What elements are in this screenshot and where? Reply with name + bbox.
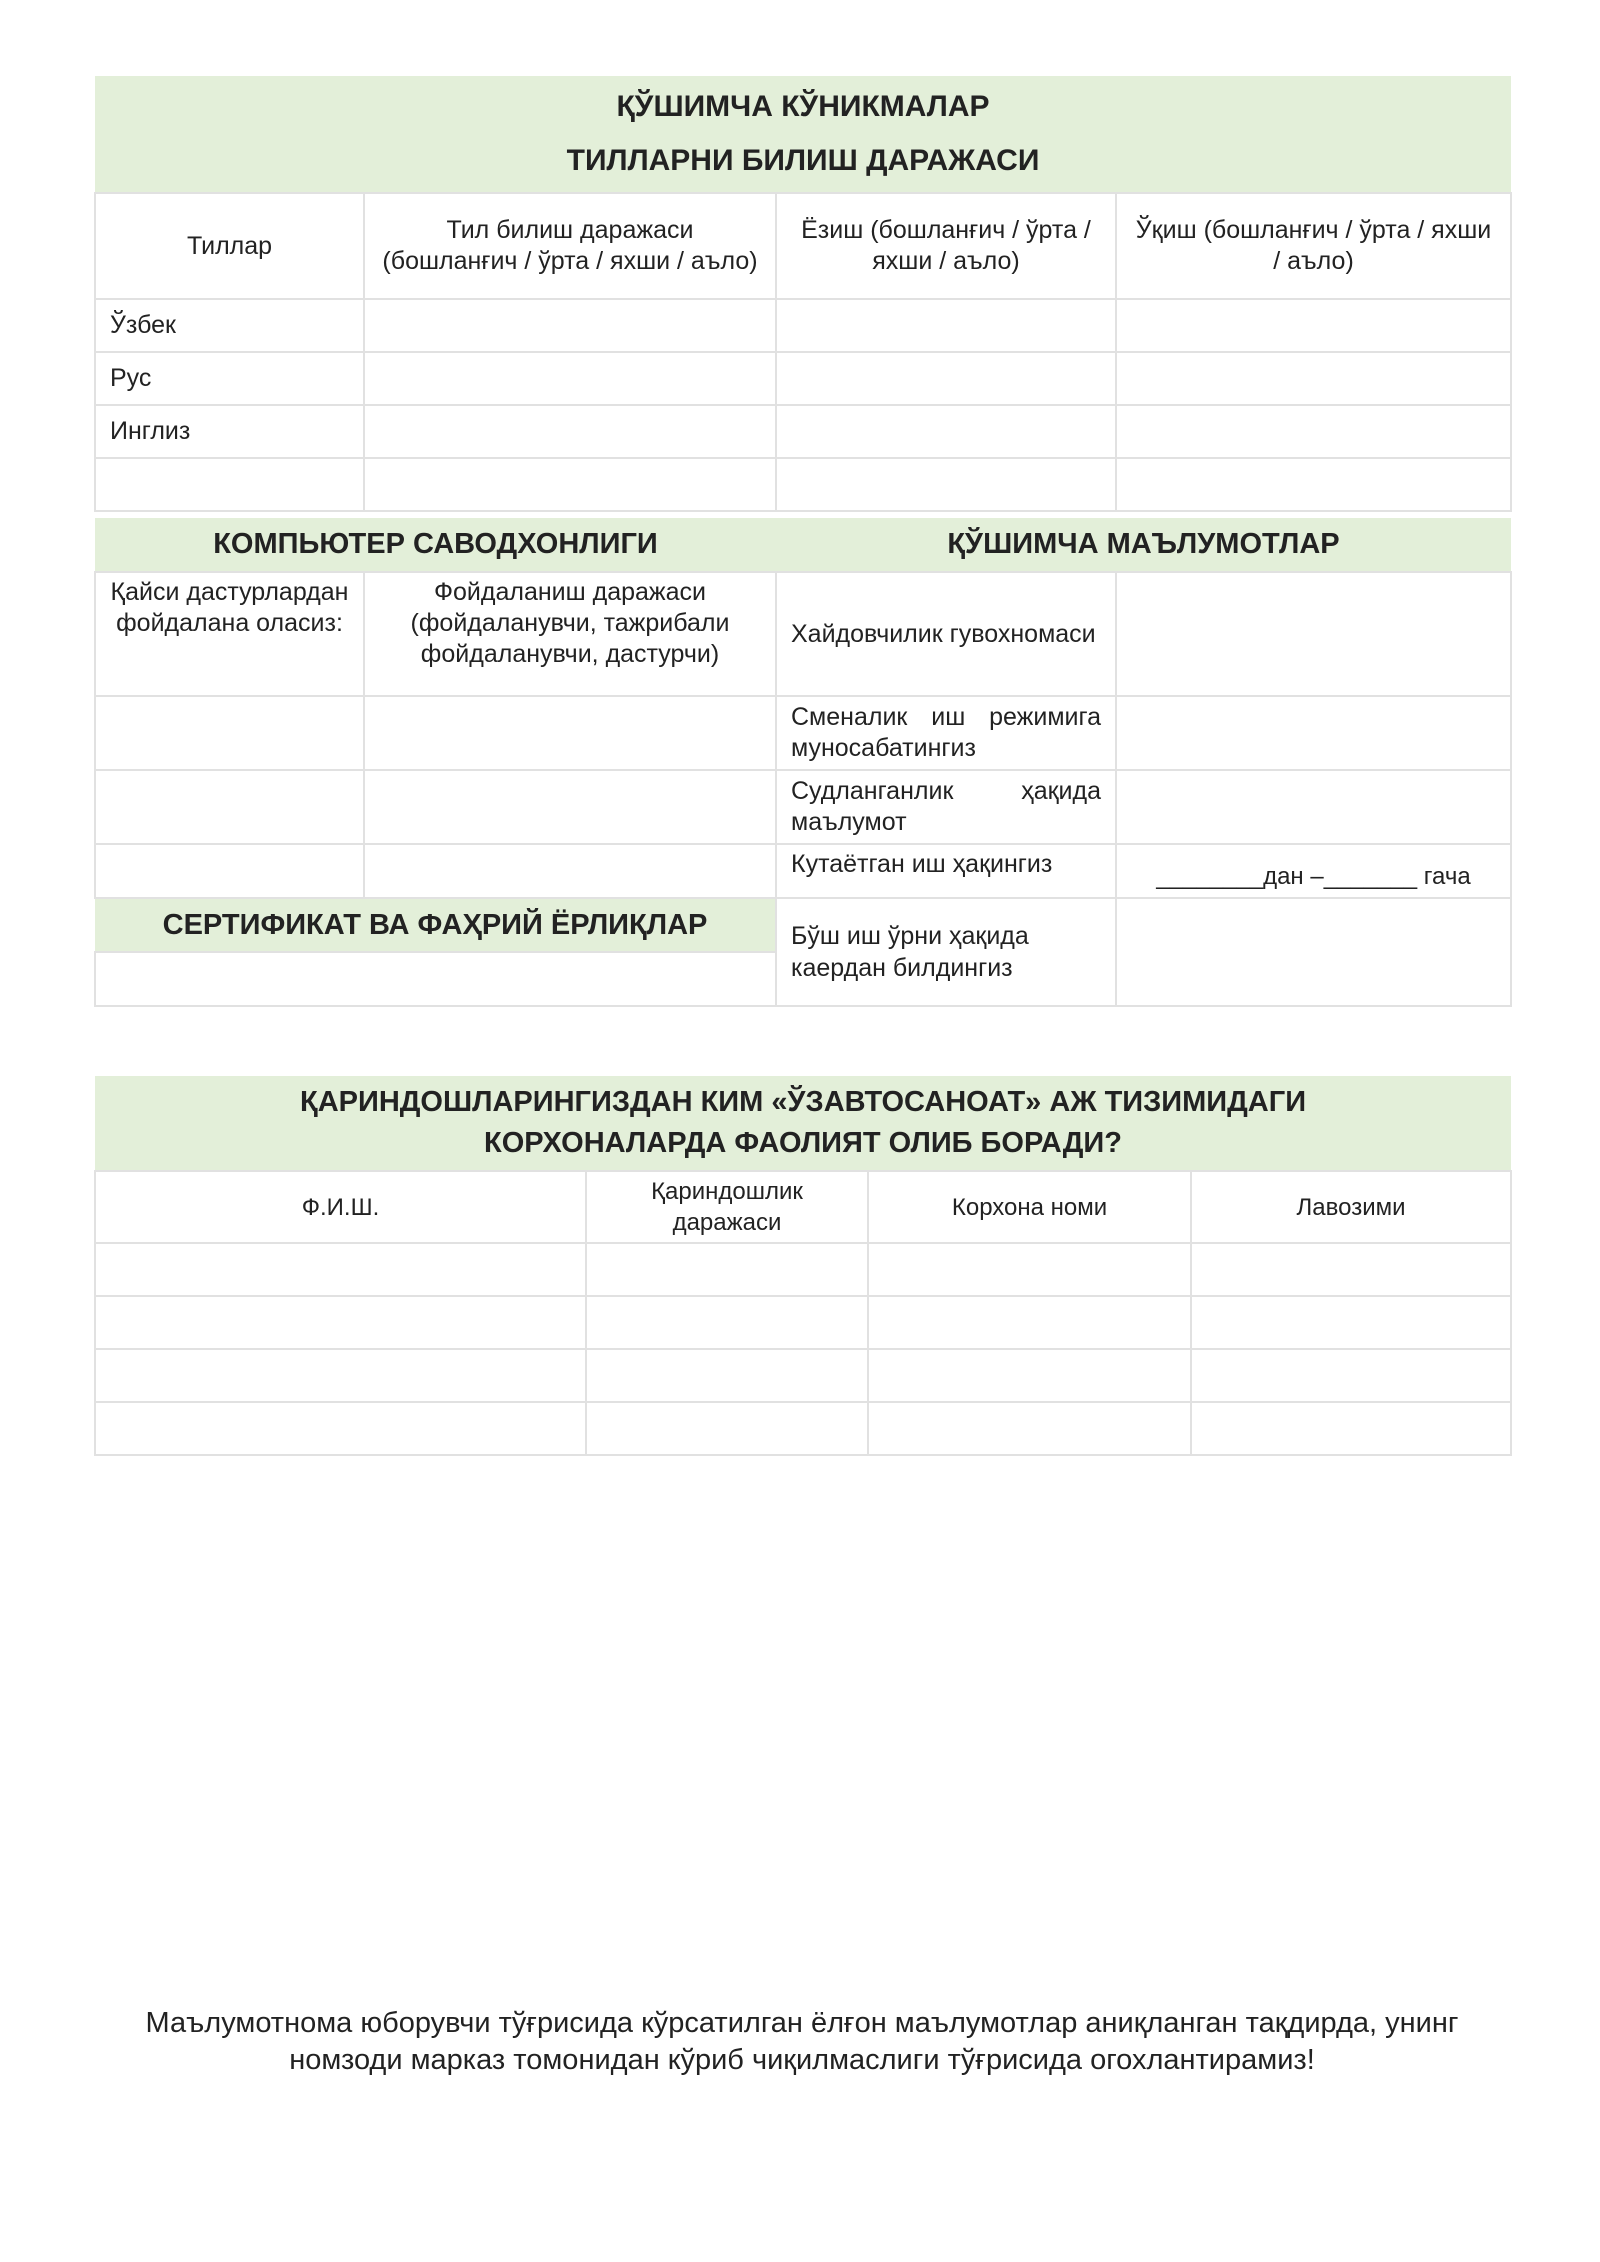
input-cell[interactable] (586, 1296, 868, 1349)
input-cell[interactable] (776, 405, 1116, 458)
language-row-english: Инглиз (95, 405, 364, 458)
usage-level-input[interactable] (364, 696, 776, 770)
input-cell[interactable] (1191, 1296, 1511, 1349)
criminal-record-label: Судланганлик ҳақида маълумот (776, 770, 1116, 844)
vacancy-source-input[interactable] (1116, 898, 1511, 1006)
expected-salary-label: Кутаётган иш ҳақингиз (776, 844, 1116, 898)
false-info-notice: Маълумотнома юборувчи тўғрисида кўрсатилган ёлғон маълумотлар аниқланган тақдирда, унинг номзоди марказ томонидан кўриб чиқилмаслиги тўғрисида огохлантирамиз! (145, 2007, 1459, 2076)
language-row-uzbek: Ўзбек (95, 299, 364, 352)
input-cell[interactable] (776, 352, 1116, 405)
input-cell[interactable] (586, 1402, 868, 1455)
input-cell[interactable] (1191, 1349, 1511, 1402)
additional-skills-title: ҚЎШИМЧА КЎНИКМАЛАР (616, 90, 990, 123)
input-cell[interactable] (95, 1402, 586, 1455)
driver-license-input[interactable] (1116, 572, 1511, 696)
program-input[interactable] (95, 844, 364, 898)
input-cell[interactable] (1116, 458, 1511, 511)
language-level-title: ТИЛЛАРНИ БИЛИШ ДАРАЖАСИ (566, 144, 1040, 177)
input-cell[interactable] (868, 1243, 1191, 1296)
col-programs-header: Қайси дастурлардан фойдалана оласиз: (95, 572, 364, 696)
input-cell[interactable] (364, 352, 776, 405)
input-cell[interactable] (364, 458, 776, 511)
col-language-header: Тиллар (95, 193, 364, 299)
input-cell[interactable] (95, 1243, 586, 1296)
relatives-title: ҚАРИНДОШЛАРИНГИЗДАН КИМ «ЎЗАВТОСАНОАТ» АЖ ТИЗИМИДАГИ КОРХОНАЛАРДА ФАОЛИЯТ ОЛИБ БОРАДИ? (95, 1076, 1511, 1171)
expected-salary-input[interactable]: ________дан –_______ гача (1116, 844, 1511, 898)
shift-work-label: Сменалик иш режимига муносабатингиз (776, 696, 1116, 770)
col-position-header: Лавозими (1191, 1171, 1511, 1243)
input-cell[interactable] (364, 299, 776, 352)
input-cell[interactable] (868, 1349, 1191, 1402)
computer-literacy-title: КОМПЬЮТЕР САВОДХОНЛИГИ (95, 518, 776, 572)
vacancy-source-label: Бўш иш ўрни ҳақида каердан билдингиз (776, 898, 1116, 1006)
input-cell[interactable] (868, 1296, 1191, 1349)
col-relation-header: Қариндошлик даражаси (586, 1171, 868, 1243)
input-cell[interactable] (586, 1243, 868, 1296)
input-cell[interactable] (1191, 1243, 1511, 1296)
input-cell[interactable] (1191, 1402, 1511, 1455)
input-cell[interactable] (1116, 352, 1511, 405)
col-level-header: Тил билиш даражаси (бошланғич / ўрта / яхши / аъло) (364, 193, 776, 299)
input-cell[interactable] (776, 299, 1116, 352)
computer-additional-section (94, 518, 1510, 1007)
input-cell[interactable] (868, 1402, 1191, 1455)
col-reading-header: Ўқиш (бошланғич / ўрта / яхши / аъло) (1116, 193, 1511, 299)
input-cell[interactable] (1116, 405, 1511, 458)
input-cell[interactable] (1116, 299, 1511, 352)
input-cell[interactable] (586, 1349, 868, 1402)
relatives-section (94, 1076, 1510, 1456)
col-writing-header: Ёзиш (бошланғич / ўрта / яхши / аъло) (776, 193, 1116, 299)
language-row-russian: Рус (95, 352, 364, 405)
shift-work-input[interactable] (1116, 696, 1511, 770)
col-company-header: Корхона номи (868, 1171, 1191, 1243)
languages-section (94, 76, 1510, 512)
additional-info-title: ҚЎШИМЧА МАЪЛУМОТЛАР (776, 518, 1511, 572)
language-row-other[interactable] (95, 458, 364, 511)
program-input[interactable] (95, 770, 364, 844)
certificates-title: СЕРТИФИКАТ ВА ФАҲРИЙ ЁРЛИҚЛАР (95, 898, 776, 952)
input-cell[interactable] (95, 1296, 586, 1349)
certificates-input[interactable] (95, 952, 776, 1006)
driver-license-label: Хайдовчилик гувохномаси (776, 572, 1116, 696)
input-cell[interactable] (776, 458, 1116, 511)
usage-level-input[interactable] (364, 844, 776, 898)
criminal-record-input[interactable] (1116, 770, 1511, 844)
input-cell[interactable] (364, 405, 776, 458)
input-cell[interactable] (95, 1349, 586, 1402)
languages-header (95, 76, 1511, 193)
col-fullname-header: Ф.И.Ш. (95, 1171, 586, 1243)
program-input[interactable] (95, 696, 364, 770)
usage-level-input[interactable] (364, 770, 776, 844)
col-usage-level-header: Фойдаланиш даражаси (фойдаланувчи, тажрибали фойдаланувчи, дастурчи) (364, 572, 776, 696)
